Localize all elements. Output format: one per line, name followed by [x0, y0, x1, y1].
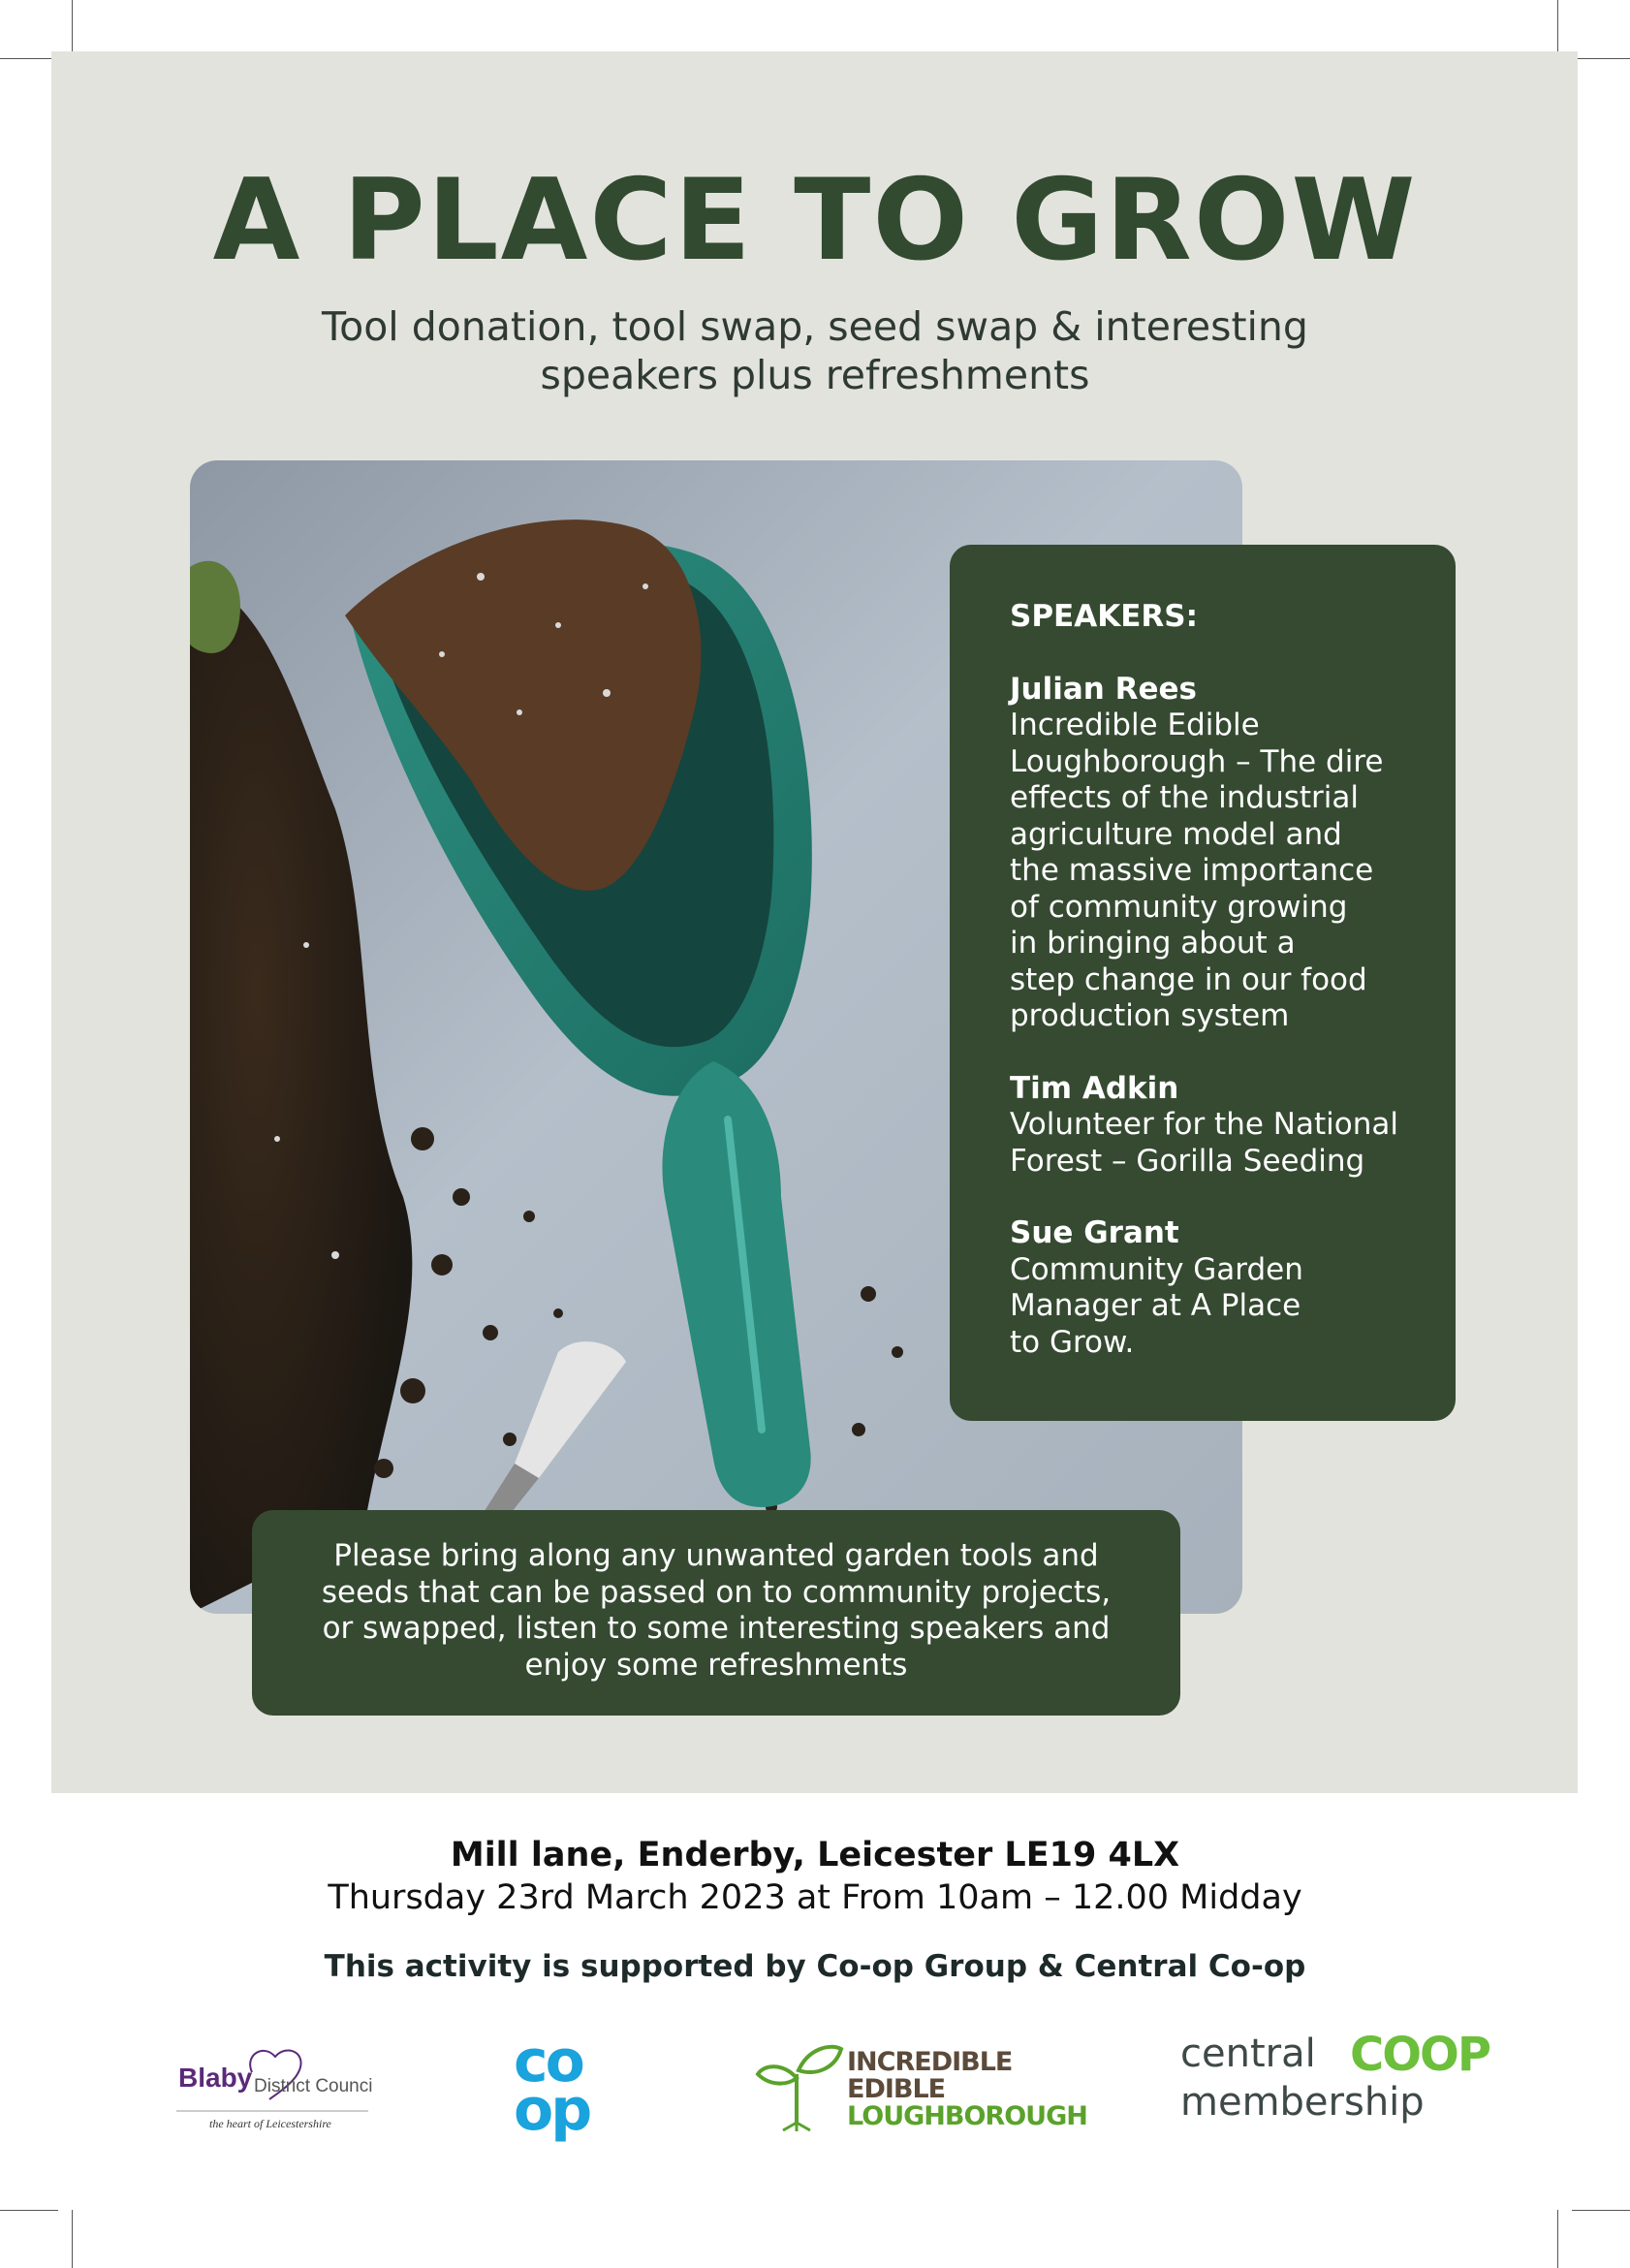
speaker-name: Tim Adkin — [1010, 1070, 1179, 1106]
crop-mark — [1572, 2210, 1630, 2211]
bring-along-box — [252, 1510, 1180, 1716]
knife-blade — [514, 1341, 626, 1482]
poster-title: A PLACE TO GROW — [212, 155, 1418, 286]
crop-mark — [72, 2210, 73, 2268]
crop-mark — [0, 2210, 58, 2211]
desc-line: the massive importance — [1010, 853, 1374, 888]
blaby-council: District Counci — [254, 2076, 373, 2096]
coop-word: COOP — [1350, 2028, 1490, 2082]
iel-word-incredible: INCREDIBLE — [847, 2047, 1013, 2077]
seedling-icon — [754, 2035, 847, 2132]
speaker-description — [1010, 708, 1417, 1035]
poster-subtitle — [0, 302, 1630, 399]
desc-line: agriculture model and — [1010, 816, 1342, 852]
speaker-entry — [1010, 1215, 1417, 1361]
bring-line: enjoy some refreshments — [524, 1647, 908, 1683]
desc-line: effects of the industrial — [1010, 780, 1360, 815]
event-datetime: Thursday 23rd March 2023 at From 10am – 12.00 Midday — [328, 1878, 1302, 1917]
speaker-description — [1010, 1252, 1417, 1362]
coop-logo-top: co — [514, 2028, 582, 2095]
iel-word-loughborough: LOUGHBOROUGH — [847, 2101, 1087, 2131]
bring-line: seeds that can be passed on to community projects, — [321, 1574, 1112, 1610]
iel-word-edible: EDIBLE — [847, 2074, 946, 2104]
speaker-description — [1010, 1107, 1417, 1180]
crop-mark — [1572, 58, 1630, 59]
speakers-box — [950, 545, 1456, 1421]
desc-line: to Grow. — [1010, 1324, 1135, 1360]
speakers-heading: SPEAKERS: — [1010, 599, 1199, 634]
support-statement: This activity is supported by Co-op Group & Central Co-op — [324, 1949, 1306, 1984]
desc-line: production system — [1010, 998, 1290, 1033]
soil-pile — [190, 577, 412, 1614]
blaby-district-council-logo — [174, 2035, 378, 2142]
crop-mark — [1557, 2210, 1558, 2268]
crop-mark — [72, 0, 73, 58]
desc-line: step change in our food — [1010, 961, 1367, 997]
incredible-edible-loughborough-logo — [754, 2035, 1087, 2142]
desc-line: Incredible Edible — [1010, 708, 1260, 742]
crop-mark — [0, 58, 58, 59]
blaby-tagline: the heart of Leicestershire — [209, 2117, 331, 2130]
desc-line: Loughborough – The dire — [1010, 743, 1384, 779]
membership-word: membership — [1180, 2080, 1425, 2125]
desc-line: Manager at A Place — [1010, 1288, 1301, 1323]
crop-mark — [1557, 0, 1558, 58]
blaby-name: Blaby — [178, 2063, 253, 2093]
central-word: central — [1180, 2032, 1316, 2076]
desc-line: of community growing — [1010, 889, 1348, 925]
speaker-name: Julian Rees — [1010, 671, 1198, 707]
desc-line: in bringing about a — [1010, 926, 1296, 961]
trowel-handle — [662, 1061, 810, 1507]
speaker-entry — [1010, 672, 1417, 1035]
speaker-entry — [1010, 1071, 1417, 1181]
coop-logo-bottom: op — [514, 2076, 590, 2144]
bring-line: Please bring along any unwanted garden tools and — [333, 1538, 1099, 1573]
desc-line: Community Garden — [1010, 1251, 1303, 1287]
speaker-name: Sue Grant — [1010, 1215, 1179, 1250]
event-address: Mill lane, Enderby, Leicester LE19 4LX — [450, 1836, 1180, 1874]
desc-line: Volunteer for the National — [1010, 1107, 1398, 1142]
subtitle-line: speakers plus refreshments — [540, 352, 1090, 398]
moss — [190, 561, 240, 653]
subtitle-line: Tool donation, tool swap, seed swap & interesting — [322, 303, 1308, 350]
coop-logo — [514, 2028, 611, 2144]
soil-crumbs — [374, 1127, 903, 1513]
bring-line: or swapped, listen to some interesting speakers and — [322, 1611, 1111, 1646]
central-coop-membership-logo — [1180, 2028, 1490, 2136]
desc-line: Forest – Gorilla Seeding — [1010, 1143, 1365, 1179]
